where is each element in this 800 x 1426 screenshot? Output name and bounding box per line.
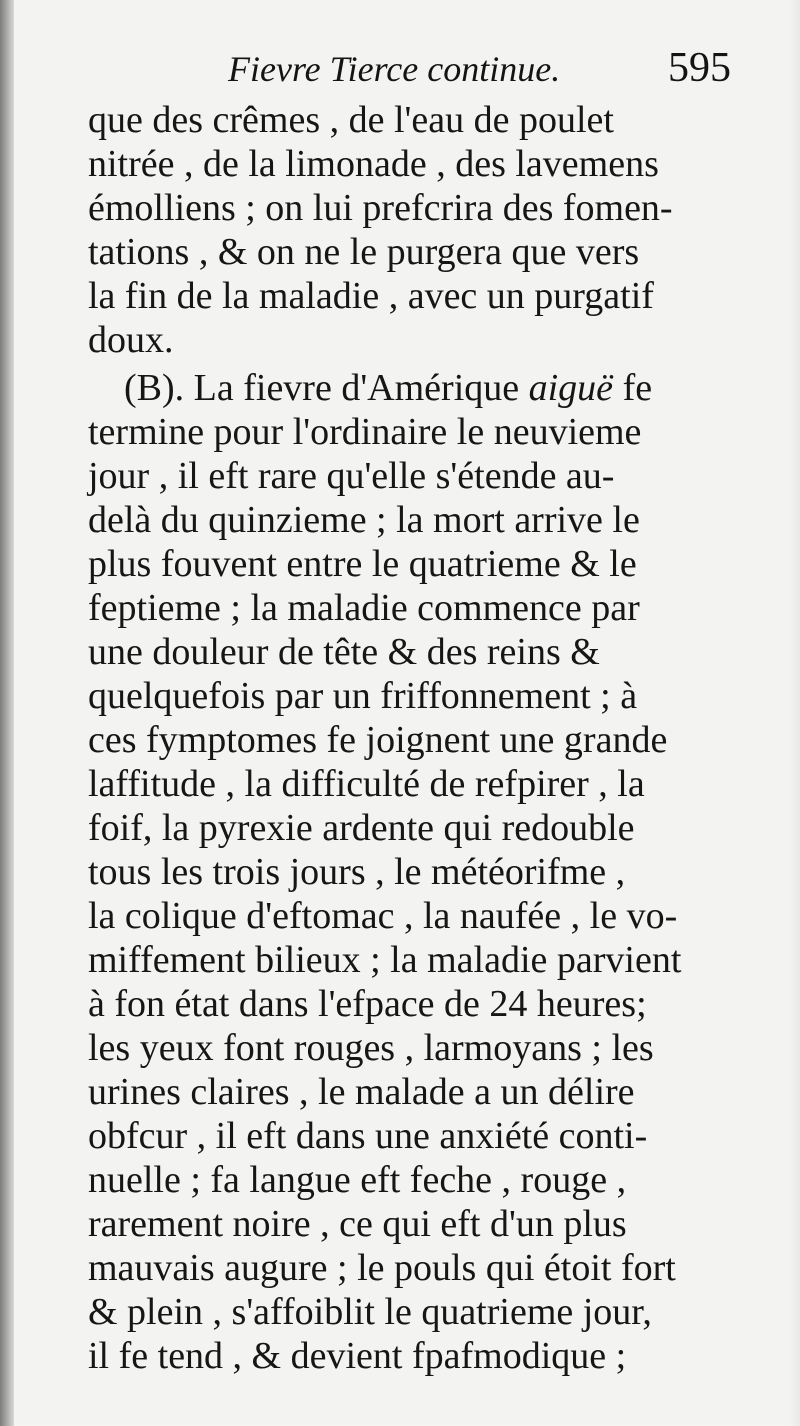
text-line: mauvais augure ; le pouls qui étoit fort (88, 1247, 676, 1289)
text-line: delà du quinzieme ; la mort arrive le (88, 499, 640, 541)
text-line: obfcur , il eft dans une anxiété conti- (88, 1115, 648, 1157)
text-line: miffement bilieux ; la maladie parvient (88, 939, 682, 981)
page-header (0, 42, 800, 102)
text-line: que des crêmes , de l'eau de poulet (88, 99, 614, 141)
text-line: foif, la pyrexie ardente qui redouble (88, 807, 635, 849)
running-title: Fievre Tierce continue. (228, 49, 561, 89)
binding-shadow (0, 0, 14, 1426)
text-line: il fe tend , & devient fpafmodique ; (88, 1335, 627, 1377)
line-tail: fe (622, 367, 653, 409)
text-line: les yeux font rouges , larmoyans ; les (88, 1027, 654, 1069)
text-line: ces fymptomes fe joignent une grande (88, 719, 668, 761)
paragraph-lead: (B). La fievre d'Amérique (124, 367, 520, 409)
text-line: tous les trois jours , le météorifme , (88, 851, 626, 893)
text-line: nuelle ; fa langue eft feche , rouge , (88, 1159, 627, 1201)
text-line: laffitude , la difficulté de refpirer , la (88, 763, 645, 805)
text-line: doux. (88, 319, 174, 361)
text-line: plus fouvent entre le quatrieme & le (88, 543, 637, 585)
page-number: 595 (668, 45, 731, 91)
text-line: urines claires , le malade a un délire (88, 1071, 635, 1113)
text-line: quelquefois par un friffonnement ; à (88, 675, 638, 717)
text-line: jour , il eft rare qu'elle s'étende au- (88, 455, 615, 497)
text-line: & plein , s'affoiblit le quatrieme jour, (88, 1291, 652, 1333)
paragraph-start-line (124, 366, 652, 410)
italic-word: aiguë (528, 367, 614, 409)
page-edge (790, 0, 800, 1426)
text-line: nitrée , de la limonade , des lavemens (88, 143, 659, 185)
text-line: tations , & on ne le purgera que vers (88, 231, 640, 273)
text-line: à fon état dans l'efpace de 24 heures; (88, 983, 647, 1025)
text-line: une douleur de tête & des reins & (88, 631, 600, 673)
text-line: émolliens ; on lui prefcrira des fomen- (88, 187, 673, 229)
text-line: la fin de la maladie , avec un purgatif (88, 275, 654, 317)
text-line: feptieme ; la maladie commence par (88, 587, 640, 629)
text-line: la colique d'eftomac , la naufée , le vo- (88, 895, 678, 937)
text-line: rarement noire , ce qui eft d'un plus (88, 1203, 627, 1245)
text-line: termine pour l'ordinaire le neuvieme (88, 411, 642, 453)
